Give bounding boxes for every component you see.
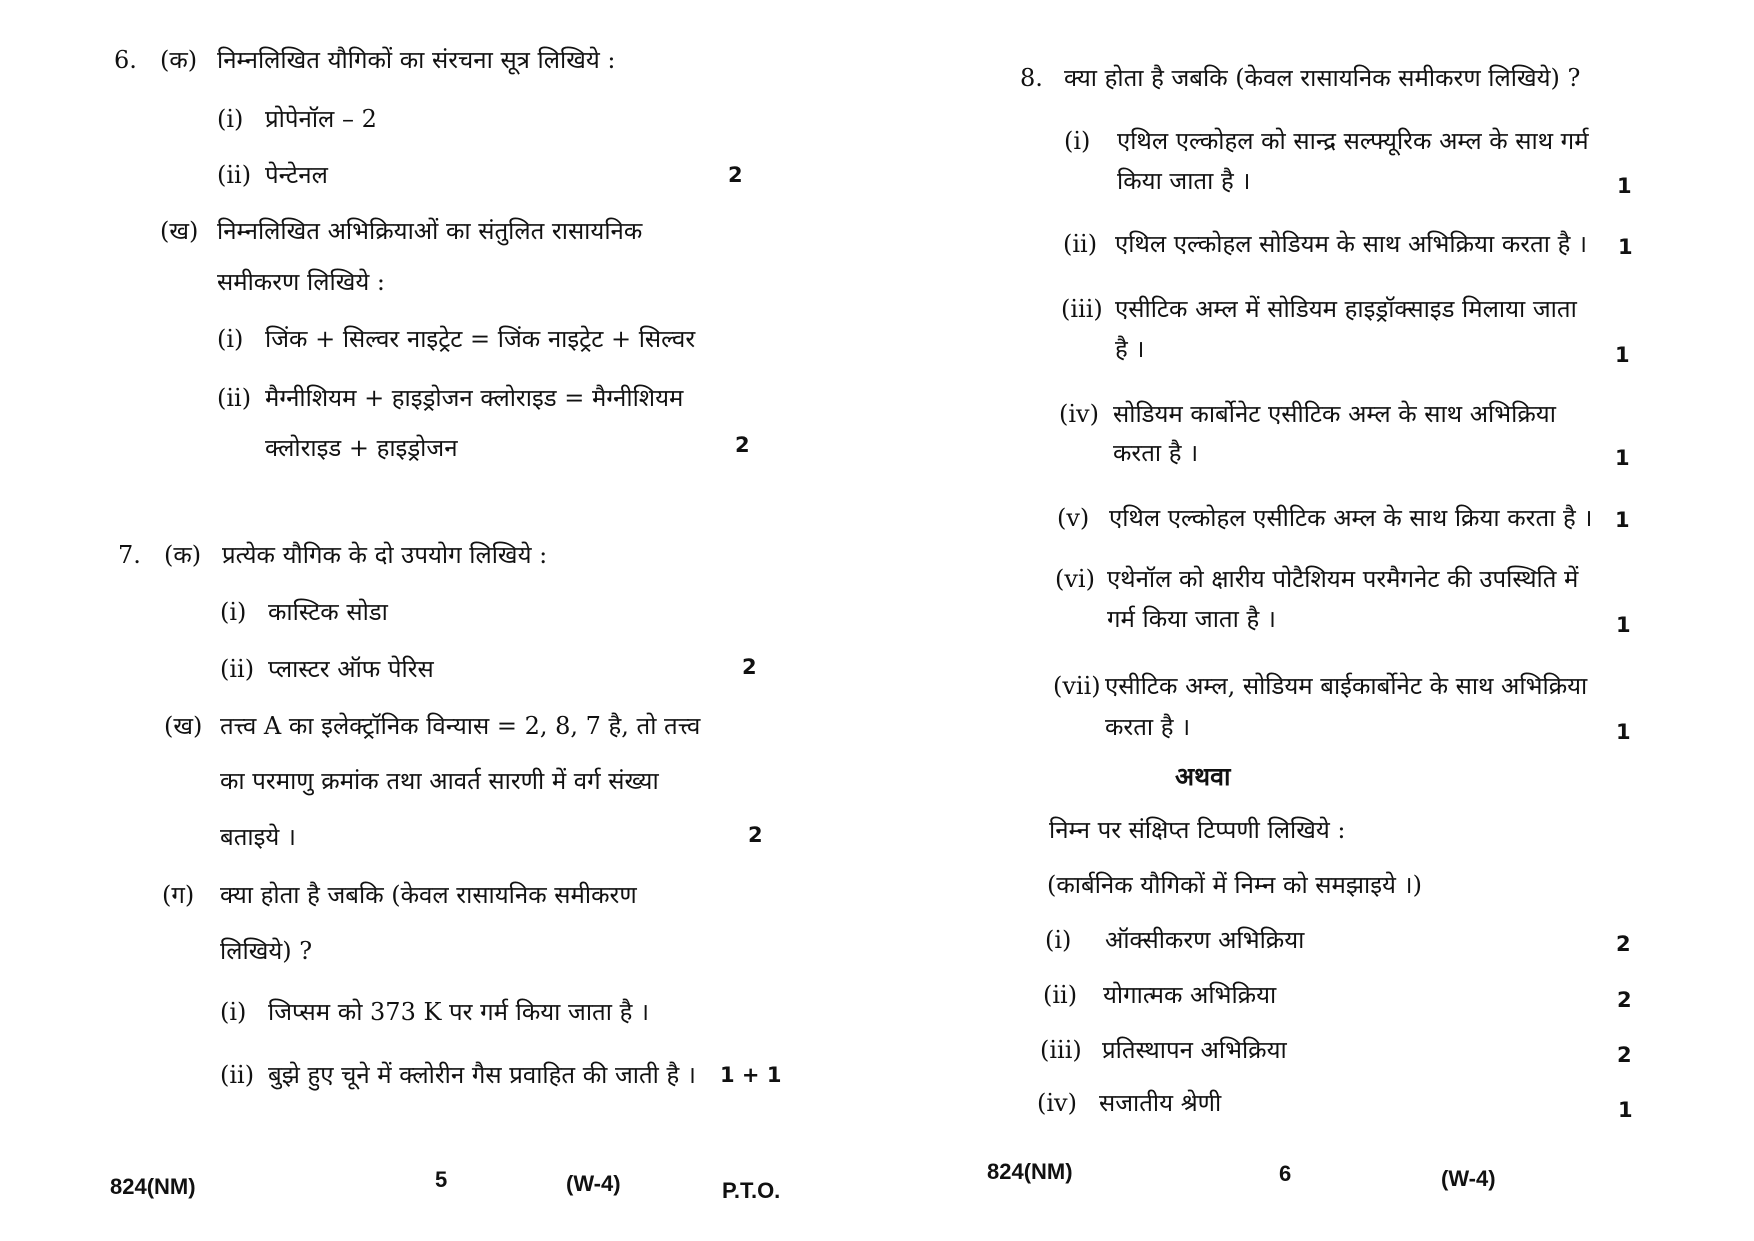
q7c-ii-text: बुझे हुए चूने में क्लोरीन गैस प्रवाहित की जाती है ।	[268, 1061, 696, 1089]
q8-item-label: (vi)	[1055, 565, 1095, 593]
q6b-text-2: समीकरण लिखिये :	[217, 268, 385, 296]
q8-item-text-1: एथिल एल्कोहल सोडियम के साथ अभिक्रिया करता है ।	[1115, 230, 1588, 258]
q6a-marks: 2	[728, 163, 743, 187]
q8-item-marks: 1	[1615, 343, 1630, 367]
q7b-text-1: तत्त्व A का इलेक्ट्रॉनिक विन्यास = 2, 8, 7 है, तो तत्त्व	[220, 712, 701, 740]
q8-item-text-2: है ।	[1115, 335, 1145, 363]
q7c-i-label: (i)	[220, 998, 247, 1026]
q7a-i-label: (i)	[220, 598, 247, 626]
q7c-marks: 1 + 1	[720, 1063, 782, 1087]
footer-code-p5: 824(NM)	[110, 1174, 196, 1199]
q8-item-text-2: गर्म किया जाता है ।	[1107, 605, 1276, 633]
q8-item-text-1: सोडियम कार्बोनेट एसीटिक अम्ल के साथ अभिक्रिया	[1113, 400, 1556, 428]
alt-item-text: सजातीय श्रेणी	[1099, 1089, 1222, 1117]
q6a-i-label: (i)	[217, 105, 244, 133]
q7b-label: (ख)	[164, 712, 203, 740]
q7a-i-text: कास्टिक सोडा	[268, 598, 388, 626]
q7c-label: (ग)	[162, 881, 195, 909]
q8-item-text-2: करता है ।	[1105, 713, 1191, 741]
q7-number: 7.	[118, 541, 141, 569]
q7a-label: (क)	[164, 541, 202, 569]
q7b-text-3: बताइये ।	[220, 823, 297, 851]
or-heading: अथवा	[1175, 762, 1231, 791]
q6a-text: निम्नलिखित यौगिकों का संरचना सूत्र लिखिये :	[217, 46, 616, 74]
alt-item-label: (ii)	[1043, 981, 1078, 1009]
q8-item-text-1: एथेनॉल को क्षारीय पोटैशियम परमैगनेट की उपस्थिति में	[1107, 565, 1579, 593]
q6b-marks: 2	[735, 433, 750, 457]
q7c-ii-label: (ii)	[220, 1061, 255, 1089]
footer-page-6: 6	[1279, 1161, 1292, 1186]
q6b-ii-label: (ii)	[217, 384, 252, 412]
alt-item-marks: 1	[1618, 1098, 1633, 1122]
q8-item-text-1: एसीटिक अम्ल में सोडियम हाइड्रॉक्साइड मिलाया जाता	[1115, 295, 1577, 323]
q8-item-text-2: किया जाता है ।	[1117, 167, 1251, 195]
q8-item-marks: 1	[1617, 174, 1632, 198]
q8-item-marks: 1	[1616, 613, 1631, 637]
q8-item-text-1: एथिल एल्कोहल एसीटिक अम्ल के साथ क्रिया करता है ।	[1109, 504, 1593, 532]
q6a-ii-text: पेन्टेनल	[265, 161, 328, 189]
q8-item-label: (iv)	[1059, 400, 1099, 428]
q8-item-text-2: करता है ।	[1113, 439, 1199, 467]
page-6	[877, 0, 1754, 1241]
q8-item-marks: 1	[1618, 235, 1633, 259]
q7b-marks: 2	[748, 823, 763, 847]
q6b-i-text: जिंक + सिल्वर नाइट्रेट = जिंक नाइट्रेट + सिल्वर	[265, 325, 696, 353]
alt-item-text: योगात्मक अभिक्रिया	[1103, 981, 1277, 1009]
q6a-i-text: प्रोपेनॉल – 2	[265, 105, 377, 133]
alt-item-label: (i)	[1045, 926, 1072, 954]
alt-item-marks: 2	[1616, 932, 1631, 956]
q7a-marks: 2	[742, 655, 757, 679]
q7c-text-1: क्या होता है जबकि (केवल रासायनिक समीकरण	[220, 881, 637, 909]
alt-item-marks: 2	[1617, 988, 1632, 1012]
q6a-ii-label: (ii)	[217, 161, 252, 189]
q8-item-label: (iii)	[1061, 295, 1103, 323]
q6a-label: (क)	[160, 46, 198, 74]
q8-number: 8.	[1020, 64, 1043, 92]
short-note-subheading: (कार्बनिक यौगिकों में निम्न को समझाइये ।)	[1047, 871, 1423, 899]
q7c-i-text: जिप्सम को 373 K पर गर्म किया जाता है ।	[268, 998, 650, 1026]
footer-page-5: 5	[435, 1167, 448, 1192]
q8-item-label: (ii)	[1063, 230, 1098, 258]
q7c-text-2: लिखिये) ?	[220, 937, 313, 965]
q8-item-label: (v)	[1057, 504, 1090, 532]
alt-item-text: प्रतिस्थापन अभिक्रिया	[1102, 1036, 1287, 1064]
q6b-text-1: निम्नलिखित अभिक्रियाओं का संतुलित रासायनिक	[217, 217, 643, 245]
q6b-label: (ख)	[160, 217, 199, 245]
alt-item-label: (iii)	[1040, 1036, 1082, 1064]
q8-item-text-1: एथिल एल्कोहल को सान्द्र सल्फ्यूरिक अम्ल के साथ गर्म	[1117, 127, 1589, 155]
q6b-ii-text-2: क्लोराइड + हाइड्रोजन	[265, 434, 458, 462]
q8-item-marks: 1	[1616, 720, 1631, 744]
q8-item-label: (i)	[1064, 127, 1091, 155]
q7a-text: प्रत्येक यौगिक के दो उपयोग लिखिये :	[222, 541, 548, 569]
footer-pto: P.T.O.	[722, 1178, 781, 1203]
q7b-text-2: का परमाणु क्रमांक तथा आवर्त सारणी में वर्ग संख्या	[220, 767, 659, 795]
footer-series-p5: (W-4)	[566, 1171, 621, 1196]
q8-text: क्या होता है जबकि (केवल रासायनिक समीकरण लिखिये) ?	[1064, 64, 1581, 92]
q8-item-label: (vii)	[1053, 672, 1101, 700]
footer-series-p6: (W-4)	[1441, 1166, 1496, 1191]
q6b-i-label: (i)	[217, 325, 244, 353]
alt-item-label: (iv)	[1037, 1089, 1077, 1117]
q6b-ii-text-1: मैग्नीशियम + हाइड्रोजन क्लोराइड = मैग्नीशियम	[265, 384, 684, 412]
q8-item-marks: 1	[1615, 508, 1630, 532]
q8-item-text-1: एसीटिक अम्ल, सोडियम बाईकार्बोनेट के साथ अभिक्रिया	[1105, 672, 1588, 700]
q8-item-marks: 1	[1615, 446, 1630, 470]
short-note-heading: निम्न पर संक्षिप्त टिप्पणी लिखिये :	[1049, 816, 1346, 844]
q6-number: 6.	[114, 46, 137, 74]
q7a-ii-text: प्लास्टर ऑफ पेरिस	[268, 655, 434, 683]
q7a-ii-label: (ii)	[220, 655, 255, 683]
alt-item-marks: 2	[1617, 1043, 1632, 1067]
alt-item-text: ऑक्सीकरण अभिक्रिया	[1105, 926, 1305, 954]
footer-code-p6: 824(NM)	[987, 1159, 1073, 1184]
